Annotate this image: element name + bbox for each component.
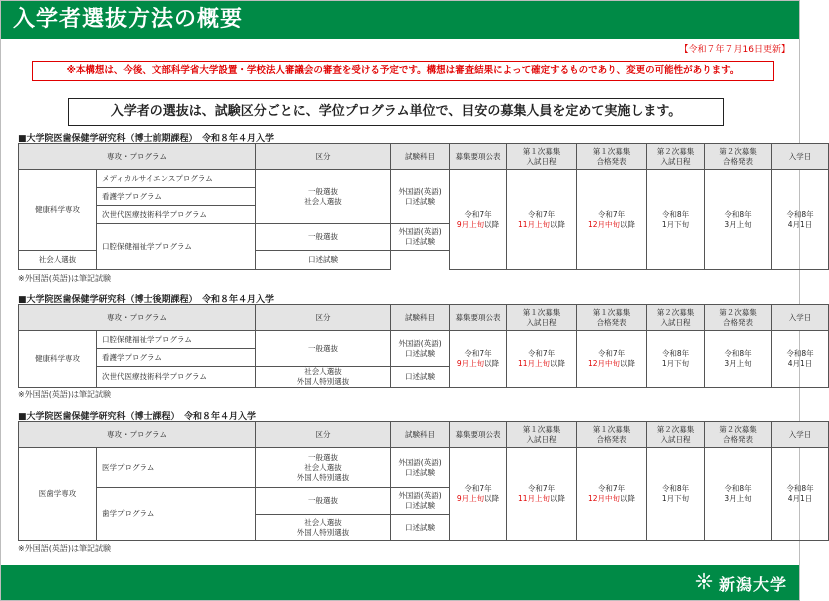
table-doctoral-course <box>18 421 829 541</box>
table-row <box>19 170 829 188</box>
header-exam1: 第１次募集 入試日程 <box>507 422 577 448</box>
header-program: 専攻・プログラム <box>19 144 256 170</box>
table-doctoral-later-course <box>18 304 829 388</box>
header-result2: 第２次募集 合格発表 <box>705 305 772 331</box>
result2-date-cell: 令和8年 3月上旬 <box>705 170 772 270</box>
footer-bar <box>1 565 799 600</box>
category-cell: 一般選抜 <box>256 331 391 367</box>
program-cell: 看護学プログラム <box>97 188 256 206</box>
section-heading-doctoral: ■大学院医歯保健学研究科（博士課程） 令和８年４月入学 <box>18 412 257 422</box>
title-bar <box>1 1 799 39</box>
header-result1: 第１次募集 合格発表 <box>577 422 647 448</box>
result1-date-cell: 令和7年 12月中旬以降 <box>577 331 647 388</box>
program-cell: 口腔保健福祉学プログラム <box>97 331 256 349</box>
university-name: 新潟大学 <box>718 574 787 594</box>
table-header-row <box>19 305 829 331</box>
category-cell: 社会人選抜 外国人特別選抜 <box>256 515 391 541</box>
program-cell: 口腔保健福祉学プログラム <box>97 224 256 270</box>
result2-date-cell: 令和8年 3月上旬 <box>705 448 772 541</box>
result1-date-cell: 令和7年 12月中旬以降 <box>577 170 647 270</box>
footnote: ※外国語(英語)は筆記試験 <box>18 390 111 399</box>
category-cell: 一般選抜 <box>256 224 391 251</box>
program-cell: 次世代医療技術科学プログラム <box>97 206 256 224</box>
header-category: 区分 <box>256 422 391 448</box>
exam2-date-cell: 令和8年 1月下旬 <box>647 331 705 388</box>
subject-cell: 外国語(英語) 口述試験 <box>391 224 450 251</box>
result2-date-cell: 令和8年 3月上旬 <box>705 331 772 388</box>
header-exam2: 第２次募集 入試日程 <box>647 305 705 331</box>
disclaimer-notice: ※本構想は、今後、文部科学省大学設置・学校法人審議会の審査を受ける予定です。構想は審査結果によって確定するものであり、変更の可能性があります。 <box>32 61 774 81</box>
section-heading-master: ■大学院医歯保健学研究科（博士前期課程） 令和８年４月入学 <box>18 134 275 144</box>
header-subjects: 試験科目 <box>391 422 450 448</box>
header-guide: 募集要項公表 <box>450 422 507 448</box>
footnote: ※外国語(英語)は筆記試験 <box>18 274 111 283</box>
header-result1: 第１次募集 合格発表 <box>577 305 647 331</box>
header-subjects: 試験科目 <box>391 144 450 170</box>
header-category: 区分 <box>256 305 391 331</box>
subject-cell: 口述試験 <box>391 367 450 388</box>
update-date: 【令和７年７月16日更新】 <box>679 45 790 55</box>
program-cell: 歯学プログラム <box>97 488 256 541</box>
major-cell: 健康科学専攻 <box>19 170 97 251</box>
footnote: ※外国語(英語)は筆記試験 <box>18 544 111 553</box>
exam1-date-cell: 令和7年 11月上旬以降 <box>507 331 577 388</box>
subject-cell: 外国語(英語) 口述試験 <box>391 488 450 515</box>
major-cell: 健康科学専攻 <box>19 331 97 388</box>
section-heading-doctoral-later: ■大学院医歯保健学研究科（博士後期課程） 令和８年４月入学 <box>18 295 275 305</box>
header-entry: 入学日 <box>772 305 829 331</box>
category-cell: 一般選抜 <box>256 488 391 515</box>
university-logo <box>695 570 787 596</box>
program-cell: 次世代医療技術科学プログラム <box>97 367 256 388</box>
header-exam1: 第１次募集 入試日程 <box>507 305 577 331</box>
table-header-row <box>19 422 829 448</box>
table-master-course <box>18 143 829 270</box>
university-crest-icon <box>695 572 713 594</box>
entry-date-cell: 令和8年 4月1日 <box>772 170 829 270</box>
category-cell: 社会人選抜 外国人特別選抜 <box>256 367 391 388</box>
program-cell: 看護学プログラム <box>97 349 256 367</box>
header-guide: 募集要項公表 <box>450 305 507 331</box>
table-row <box>19 448 829 488</box>
header-result2: 第２次募集 合格発表 <box>705 144 772 170</box>
entry-date-cell: 令和8年 4月1日 <box>772 331 829 388</box>
header-result1: 第１次募集 合格発表 <box>577 144 647 170</box>
header-program: 専攻・プログラム <box>19 305 256 331</box>
table-header-row <box>19 144 829 170</box>
table-row <box>19 331 829 349</box>
header-entry: 入学日 <box>772 422 829 448</box>
category-cell: 社会人選抜 <box>19 251 97 270</box>
exam2-date-cell: 令和8年 1月下旬 <box>647 448 705 541</box>
header-exam2: 第２次募集 入試日程 <box>647 422 705 448</box>
subject-cell: 外国語(英語) 口述試験 <box>391 170 450 224</box>
program-cell: 医学プログラム <box>97 448 256 488</box>
result1-date-cell: 令和7年 12月中旬以降 <box>577 448 647 541</box>
entry-date-cell: 令和8年 4月1日 <box>772 448 829 541</box>
guide-date-cell: 令和7年 9月上旬以降 <box>450 448 507 541</box>
header-guide: 募集要項公表 <box>450 144 507 170</box>
subject-cell: 口述試験 <box>391 515 450 541</box>
subject-cell: 外国語(英語) 口述試験 <box>391 448 450 488</box>
exam2-date-cell: 令和8年 1月下旬 <box>647 170 705 270</box>
category-cell: 一般選抜 社会人選抜 <box>256 170 391 224</box>
header-category: 区分 <box>256 144 391 170</box>
header-result2: 第２次募集 合格発表 <box>705 422 772 448</box>
exam1-date-cell: 令和7年 11月上旬以降 <box>507 448 577 541</box>
header-exam1: 第１次募集 入試日程 <box>507 144 577 170</box>
major-cell: 医歯学専攻 <box>19 448 97 541</box>
headline-box: 入学者の選抜は、試験区分ごとに、学位プログラム単位で、目安の募集人員を定めて実施します。 <box>68 98 724 126</box>
header-program: 専攻・プログラム <box>19 422 256 448</box>
program-cell: メディカルサイエンスプログラム <box>97 170 256 188</box>
header-exam2: 第２次募集 入試日程 <box>647 144 705 170</box>
subject-cell: 外国語(英語) 口述試験 <box>391 331 450 367</box>
exam1-date-cell: 令和7年 11月上旬以降 <box>507 170 577 270</box>
header-entry: 入学日 <box>772 144 829 170</box>
guide-date-cell: 令和7年 9月上旬以降 <box>450 170 507 270</box>
guide-date-cell: 令和7年 9月上旬以降 <box>450 331 507 388</box>
page-title: 入学者選抜方法の概要 <box>13 7 244 32</box>
category-cell: 一般選抜 社会人選抜 外国人特別選抜 <box>256 448 391 488</box>
subject-cell: 口述試験 <box>256 251 391 270</box>
header-subjects: 試験科目 <box>391 305 450 331</box>
